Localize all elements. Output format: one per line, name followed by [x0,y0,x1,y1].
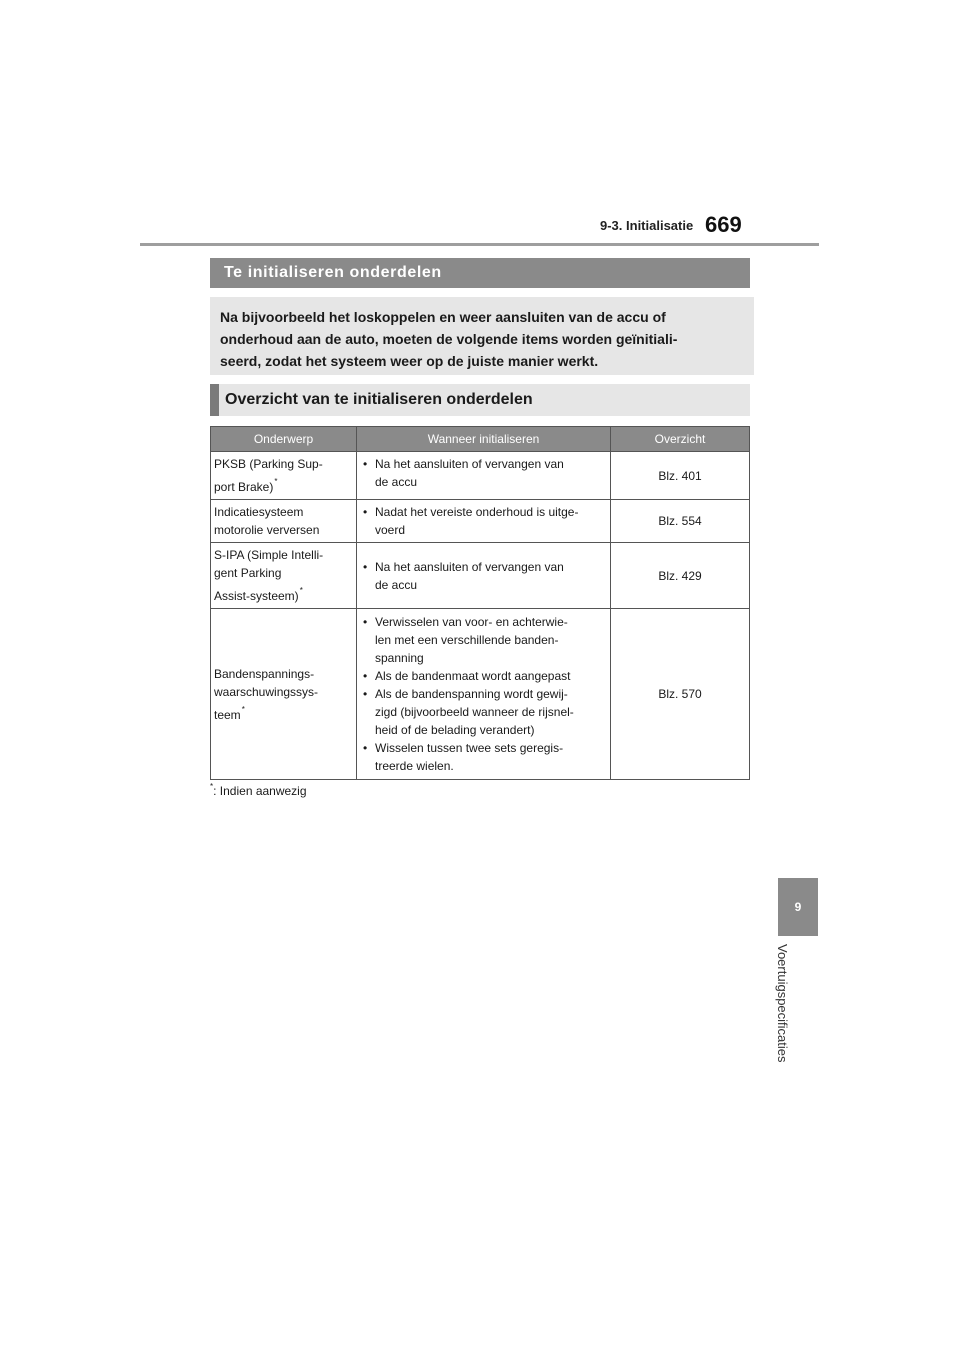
footnote-marker: * [210,782,214,791]
overview-cell: Blz. 429 [611,543,750,609]
subject-line: waarschuwingssys- [214,684,319,699]
section-subheading: Overzicht van te initialiseren onderdelen [210,384,750,416]
bullet-icon: • [363,669,368,683]
header-divider [140,243,819,246]
subject-cell [211,609,357,780]
subject-line: PKSB (Parking Sup- [214,457,323,471]
subject-line: port Brake)* [214,477,278,494]
intro-line: onderhoud aan de auto, moeten de volgende items worden geïnitiali- [220,331,678,347]
footnote-text: : Indien aanwezig [213,784,307,798]
overview-cell: Blz. 554 [611,500,750,543]
footnote [210,782,307,798]
bullet-icon: • [363,615,368,629]
column-header-when: Wanneer initialiseren [357,427,611,452]
table-row [211,543,750,609]
intro-line: Na bijvoorbeeld het loskoppelen en weer aansluiten van de accu of [220,309,666,325]
table-row [211,452,750,500]
when-cell [357,543,611,609]
subject-cell [211,500,357,543]
subject-line: Bandenspannings- [214,666,315,681]
list-item: • Verwisselen van voor- en achterwie- len met een verschillende banden- spanning [363,615,568,665]
initialization-table [210,426,750,780]
table-row [211,609,750,780]
subject-line: S-IPA (Simple Intelli- [214,548,324,562]
page-title: Te initialiseren onderdelen [210,258,750,288]
subject-line: Assist-systeem)* [214,586,303,603]
intro-box [210,297,754,375]
chapter-title: Voertuigspecificaties [775,944,790,1063]
subject-line: Indicatiesysteem [214,505,304,519]
list-item: • Als de bandenspanning wordt gewij- zigd (bijvoorbeeld wanneer de rijsnel- heid of de belading verandert) [363,687,574,737]
list-item: • Als de bandenmaat wordt aangepast [363,669,571,683]
chapter-number-tab: 9 [778,878,818,936]
section-label: 9-3. Initialisatie [600,218,694,233]
page-number: 669 [705,212,742,237]
footnote-marker: * [241,704,245,714]
footnote-marker: * [299,586,303,595]
footnote-marker: * [274,477,278,486]
column-header-subject: Onderwerp [211,427,357,452]
list-item: • Na het aansluiten of vervangen van de accu [363,457,564,489]
overview-cell: Blz. 570 [611,609,750,780]
chapter-title-wrap [775,944,818,1094]
subject-line: motorolie verversen [214,523,320,537]
list-item: • Na het aansluiten of vervangen van de accu [363,559,564,592]
when-cell [357,609,611,780]
overview-cell: Blz. 401 [611,452,750,500]
subject-cell [211,543,357,609]
table-header-row [211,427,750,452]
column-header-overview: Overzicht [611,427,750,452]
bullet-icon: • [363,457,368,471]
when-cell [357,452,611,500]
bullet-icon: • [363,687,368,701]
subject-line: gent Parking [214,566,282,580]
bullet-icon: • [363,741,368,755]
list-item: • Wisselen tussen twee sets geregis- treerde wielen. [363,741,564,773]
intro-line: seerd, zodat het systeem weer op de juiste manier werkt. [220,353,599,369]
when-cell [357,500,611,543]
subject-line: teem* [214,704,245,722]
bullet-icon: • [363,559,368,574]
table-row [211,500,750,543]
list-item: • Nadat het vereiste onderhoud is uitge- voerd [363,505,579,537]
bullet-icon: • [363,505,368,519]
subject-cell [211,452,357,500]
